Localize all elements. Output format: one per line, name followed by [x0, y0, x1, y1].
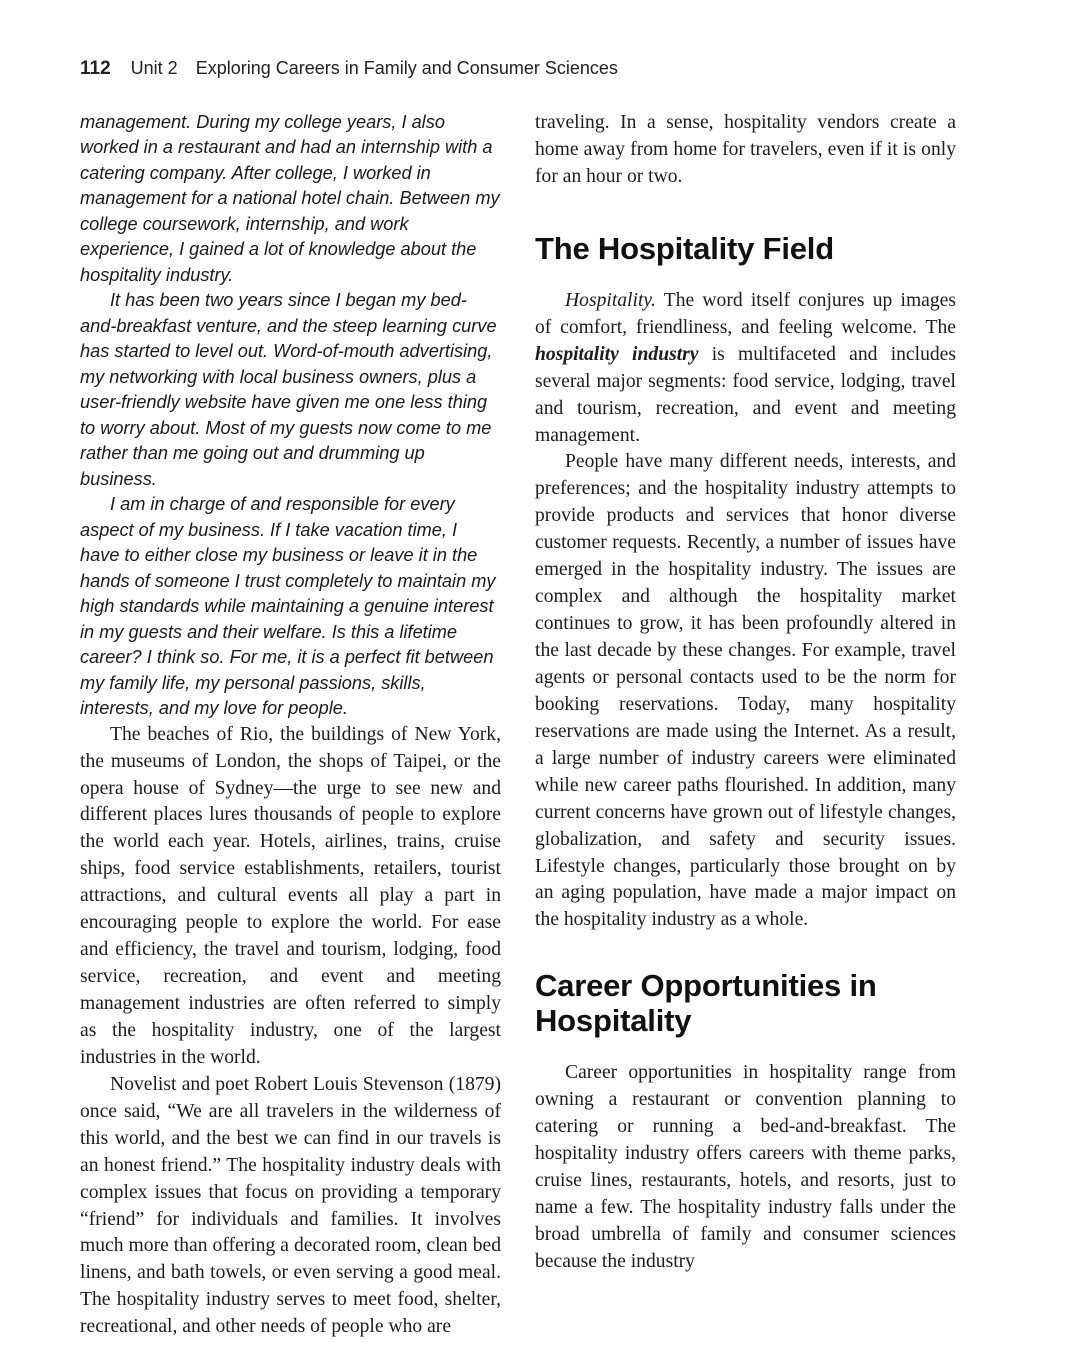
hospitality-lead-word: Hospitality.	[565, 289, 656, 311]
body-paragraph: People have many different needs, interests, and preferences; and the hospitality industry attempts to provide products and services that honor diverse customer requests. Recently, a number of issues have emerged in the hospitality industry. The issues are complex and although the hospitality market continues to grow, it has been profoundly altered in the last decade by these changes. For example, travel agents or personal contacts used to be the norm for booking reservations. Today, many hospitality reservations are made using the Internet. As a result, a large number of industry careers were eliminated while new career paths flourished. In addition, many current concerns have grown out of lifestyle changes, globalization, and safety and security issues. Lifestyle changes, particularly those brought on by an aging population, have made a major impact on the hospitality industry as a whole.	[535, 451, 956, 931]
section-heading-hospitality-field: The Hospitality Field	[535, 230, 834, 266]
paragraph-text: is multifaceted and includes several major segments: food service, lodging, travel and tourism, recreation, and event and meeting management.	[535, 343, 956, 446]
first-person-narrative	[80, 110, 501, 722]
narrative-paragraph: I am in charge of and responsible for every aspect of my business. If I take vacation time, I have to either close my business or leave it in the hands of someone I trust completely to maintain my high standards while maintaining a genuine interest in my guests and their welfare. Is this a lifetime career? I think so. For me, it is a perfect fit between my family life, my personal passions, skills, interests, and my love for people.	[80, 494, 496, 719]
continuation-paragraph: traveling. In a sense, hospitality vendors create a home away from home for travelers, even if it is only for an hour or two.	[535, 112, 956, 187]
running-head-title: Exploring Careers in Family and Consumer Sciences	[195, 58, 618, 78]
left-body-text	[80, 722, 501, 1342]
body-paragraph: The beaches of Rio, the buildings of New York, the museums of London, the shops of Taipei, or the opera house of Sydney—the urge to see new and different places lures thousands of people to explore the world each year. Hotels, airlines, trains, cruise ships, food service establishments, retailers, tourist attractions, and cultural events all play a part in encouraging people to explore the world. For ease and efficiency, the travel and tourism, lodging, food service, recreation, and event and meeting management industries are often referred to simply as the hospitality industry, one of the largest industries in the world.	[80, 723, 501, 1068]
body-paragraph: Novelist and poet Robert Louis Stevenson (1879) once said, “We are all travelers in the wilderness of this world, and the best we can find in our travels is an honest friend.” The hospitality industry deals with complex issues that focus on providing a temporary “friend” for individuals and families. It involves much more than offering a decorated room, clean bed linens, and bath towels, or even serving a good meal. The hospitality industry serves to meet food, shelter, recreational, and other needs of people who are	[80, 1073, 501, 1338]
right-body-text	[535, 110, 956, 1276]
hospitality-industry-term: hospitality industry	[535, 343, 699, 365]
page-header	[80, 58, 1005, 80]
narrative-paragraph: It has been two years since I began my bed-and-breakfast venture, and the steep learning curve has started to level out. Word-of-mouth advertising, my networking with local business owners, plus a user-friendly website have given me one less thing to worry about. Most of my guests now come to me rather than me going out and drumming up business.	[80, 290, 497, 489]
body-paragraph	[535, 288, 956, 450]
paragraph-text: The word itself conjures up images of comfort, friendliness, and feeling welcome. The	[535, 289, 956, 338]
unit-label: Unit 2	[130, 58, 178, 78]
body-paragraph: Career opportunities in hospitality range from owning a restaurant or convention planning to catering or running a bed-and-breakfast. The hospitality industry offers careers with theme parks, cruise lines, restaurants, hotels, and resorts, just to name a few. The hospitality industry falls under the broad umbrella of family and consumer sciences because the industry	[535, 1062, 956, 1272]
left-column	[80, 110, 501, 1341]
two-column-layout	[80, 110, 1005, 1341]
right-column	[535, 110, 956, 1341]
page-number: 112	[80, 58, 111, 79]
narrative-paragraph: management. During my college years, I also worked in a restaurant and had an internship with a catering company. After college, I worked in management for a national hotel chain. Between my college coursework, internship, and work experience, I gained a lot of knowledge about the hospitality industry.	[80, 112, 500, 285]
section-heading-career-opportunities: Career Opportunities in Hospitality	[535, 968, 877, 1039]
